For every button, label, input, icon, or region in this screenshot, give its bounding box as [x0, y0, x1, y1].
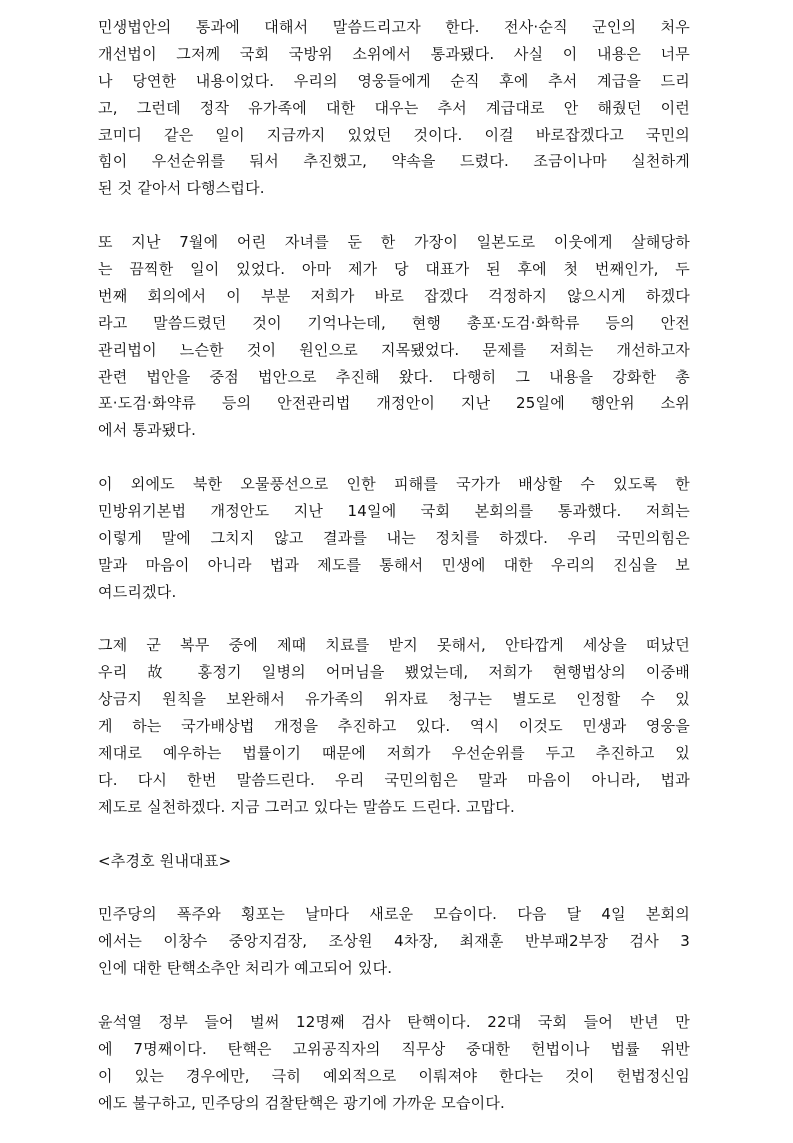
text-line: 관련 법안을 중점 법안으로 추진해 왔다. 다행히 그 내용을 강화한 총: [98, 367, 690, 386]
text-line: 개선법이 그저께 국회 국방위 소위에서 통과됐다. 사실 이 내용은 너무: [98, 44, 690, 63]
text-line: 관리법이 느슨한 것이 원인으로 지목됐었다. 문제를 저희는 개선하고자: [98, 340, 690, 359]
text-line: 민주당의 폭주와 횡포는 날마다 새로운 모습이다. 다음 달 4일 본회의: [98, 905, 690, 924]
text-line: 나 당연한 내용이었다. 우리의 영웅들에게 순직 후에 추서 계급을 드리: [98, 71, 690, 90]
paragraph: [98, 14, 690, 202]
text-line: 제도로 실천하겠다. 지금 그러고 있다는 말씀도 드린다. 고맙다.: [98, 797, 515, 816]
text-line: 라고 말씀드렸던 것이 기억나는데, 현행 총포·도검·화학류 등의 안전: [98, 313, 690, 332]
text-line: 민방위기본법 개정안도 지난 14일에 국회 본회의를 통과했다. 저희는: [98, 502, 690, 521]
text-line: 이 외에도 북한 오물풍선으로 인한 피해를 국가가 배상할 수 있도록 한: [98, 475, 690, 494]
text-line: 우리 故 홍정기 일병의 어머님을 뵀었는데, 저희가 현행법상의 이중배: [98, 663, 690, 682]
text-line: 포·도검·화약류 등의 안전관리법 개정안이 지난 25일에 행안위 소위: [98, 394, 690, 413]
paragraph: [98, 1009, 690, 1117]
text-line: 그제 군 복무 중에 제때 치료를 받지 못해서, 안타깝게 세상을 떠났던: [98, 636, 690, 655]
text-line: 제대로 예우하는 법률이기 때문에 저희가 우선순위를 두고 추진하고 있: [98, 744, 690, 763]
text-line: 이 있는 경우에만, 극히 예외적으로 이뤄져야 한다는 것이 헌법정신임: [98, 1066, 690, 1085]
paragraph: [98, 471, 690, 605]
text-line: 에도 불구하고, 민주당의 검찰탄핵은 광기에 가까운 모습이다.: [98, 1093, 505, 1112]
text-line: 게 하는 국가배상법 개정을 추진하고 있다. 역시 이것도 민생과 영웅을: [98, 717, 690, 736]
text-line: 이렇게 말에 그치지 않고 결과를 내는 정치를 하겠다. 우리 국민의힘은: [98, 528, 690, 547]
text-line: 다. 다시 한번 말씀드린다. 우리 국민의힘은 말과 마음이 아니라, 법과: [98, 770, 690, 789]
paragraph: [98, 632, 690, 820]
text-line: 힘이 우선순위를 둬서 추진했고, 약속을 드렸다. 조금이나마 실천하게: [98, 152, 690, 171]
text-line: 상금지 원칙을 보완해서 유가족의 위자료 청구는 별도로 인정할 수 있: [98, 690, 690, 709]
text-line: 말과 마음이 아니라 법과 제도를 통해서 민생에 대한 우리의 진심을 보: [98, 555, 690, 574]
section-heading: [98, 848, 690, 875]
paragraph: [98, 901, 690, 982]
text-line: 된 것 같아서 다행스럽다.: [98, 179, 265, 198]
text-line: <추경호 원내대표>: [98, 851, 232, 870]
paragraph: [98, 229, 690, 444]
text-line: 에서 통과됐다.: [98, 421, 197, 440]
document-body: [98, 14, 690, 1143]
text-line: 인에 대한 탄핵소추안 처리가 예고되어 있다.: [98, 959, 393, 978]
text-line: 코미디 같은 일이 지금까지 있었던 것이다. 이걸 바로잡겠다고 국민의: [98, 125, 690, 144]
text-line: 에서는 이창수 중앙지검장, 조상원 4차장, 최재훈 반부패2부장 검사 3: [98, 932, 690, 951]
text-line: 여드리겠다.: [98, 582, 177, 601]
text-line: 번째 회의에서 이 부분 저희가 바로 잡겠다 걱정하지 않으시게 하겠다: [98, 286, 690, 305]
text-line: 에 7명째이다. 탄핵은 고위공직자의 직무상 중대한 헌법이나 법률 위반: [98, 1039, 690, 1058]
text-line: 또 지난 7월에 어린 자녀를 둔 한 가장이 일본도로 이웃에게 살해당하: [98, 233, 690, 252]
text-line: 는 끔찍한 일이 있었다. 아마 제가 당 대표가 된 후에 첫 번째인가, 두: [98, 260, 690, 279]
text-line: 민생법안의 통과에 대해서 말씀드리고자 한다. 전사·순직 군인의 처우: [98, 18, 690, 36]
text-line: 고, 그런데 정작 유가족에 대한 대우는 추서 계급대로 안 해줬던 이런: [98, 98, 690, 117]
text-line: 윤석열 정부 들어 벌써 12명째 검사 탄핵이다. 22대 국회 들어 반년 만: [98, 1012, 690, 1031]
